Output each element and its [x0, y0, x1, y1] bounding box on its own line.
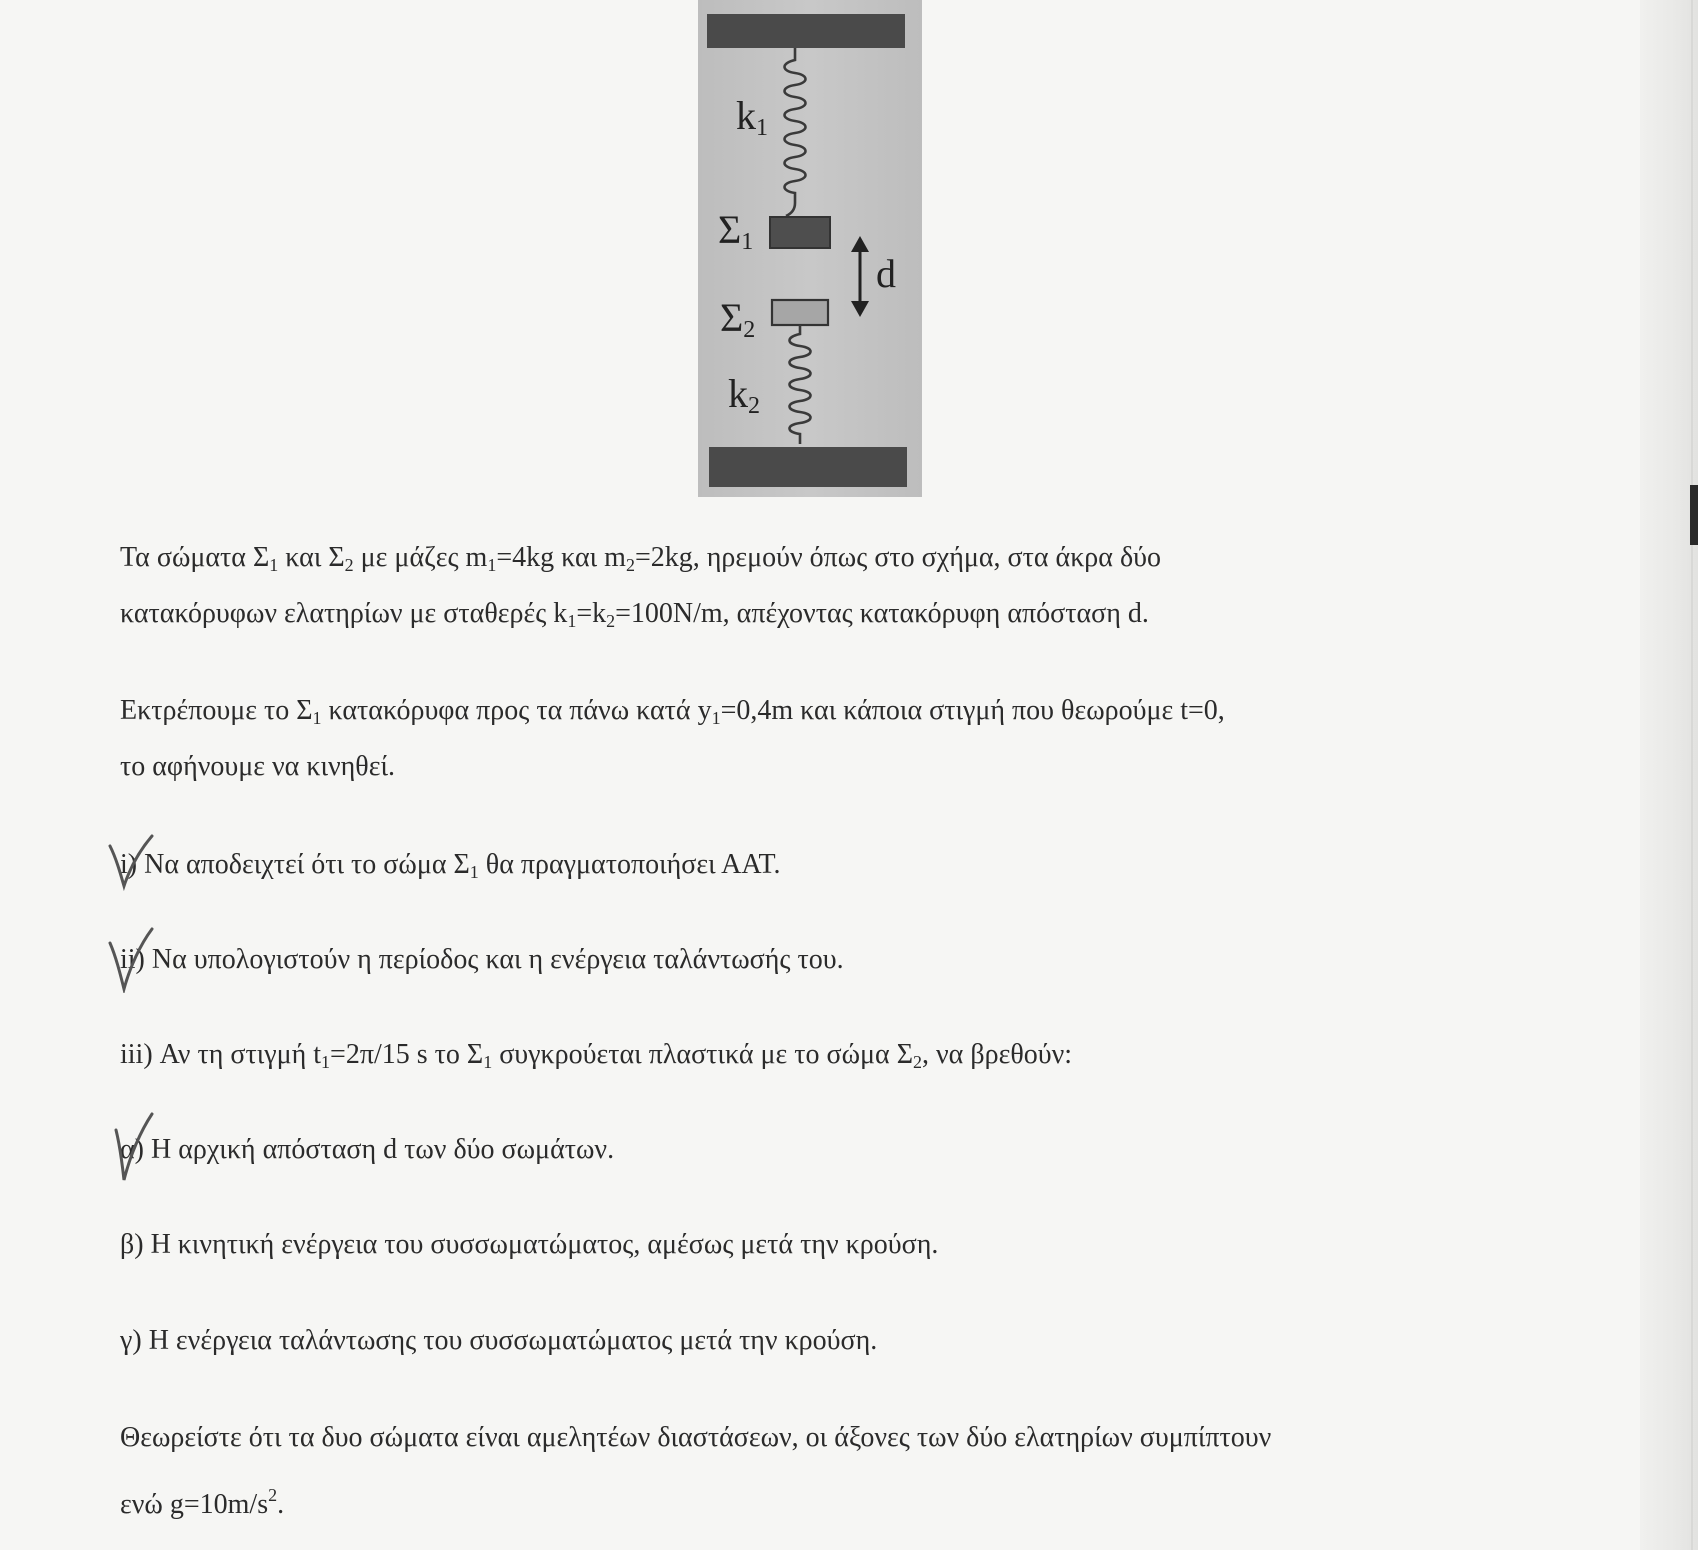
mass-sigma2: [772, 300, 828, 325]
label-k2: $k_2$: [728, 371, 760, 419]
paragraph-1-line-2: κατακόρυφων ελατηρίων με σταθερές $k_1=k_2=100N/m$, απέχοντας κατακόρυφη απόσταση d.: [120, 598, 1149, 631]
ceiling-bar: [707, 14, 905, 48]
question-i: i) Να αποδειχτεί ότι το σώμα $\Sigma_1$ θα πραγματοποιήσει ΑΑΤ.: [120, 849, 781, 882]
label-sigma2: $\Sigma_2$: [720, 295, 756, 343]
arrow-down-head: [851, 301, 869, 317]
question-ii: ii) Να υπολογιστούν η περίοδος και η ενέργεια ταλάντωσής του.: [120, 944, 844, 975]
check-mark-icon: [106, 925, 156, 993]
paragraph-2-line-1: Εκτρέπουμε το $\Sigma_1$ κατακόρυφα προς τα πάνω κατά $y_1=0,4m$ και κάποια στιγμή που θεωρούμε t=0,: [120, 695, 1225, 728]
arrow-up-head: [851, 236, 869, 252]
paragraph-1-line-1: Τα σώματα $\Sigma_1$ και $\Sigma_2$ με μάζες $m_1=4kg$ και $m_2=2kg$, ηρεμούν όπως στο σχήμα, στα άκρα δύο: [120, 542, 1162, 575]
question-a: α) Η αρχική απόσταση d των δύο σωμάτων.: [120, 1134, 615, 1165]
page-edge-shadow: [1640, 0, 1698, 1550]
paragraph-3-line-1: Θεωρείστε ότι τα δυο σώματα είναι αμελητέων διαστάσεων, οι άξονες των δύο ελατηρίων συμπίπτουν: [120, 1422, 1272, 1453]
question-c: γ) Η ενέργεια ταλάντωσης του συσσωματώματος μετά την κρούση.: [120, 1325, 878, 1356]
spring-mass-figure: [698, 0, 922, 497]
spring-k2: [790, 325, 811, 444]
label-sigma1: $\Sigma_1$: [718, 207, 754, 255]
label-d: d: [876, 251, 896, 296]
question-b: β) Η κινητική ενέργεια του συσσωματώματος, αμέσως μετά την κρούση.: [120, 1229, 939, 1260]
question-iii: iii) Αν τη στιγμή $t_1=2\pi/15$ s το $\Sigma_1$ συγκρούεται πλαστικά με το σώμα $\Sigma_2$, να βρεθούν:: [120, 1039, 1073, 1072]
paragraph-3-line-2: ενώ $g=10m/s^2$.: [120, 1485, 285, 1520]
label-k1: $k_1$: [736, 93, 768, 141]
spring-k1: [785, 48, 806, 216]
page-edge-line: [1691, 0, 1693, 1550]
paragraph-2-line-2: το αφήνουμε να κινηθεί.: [120, 751, 395, 782]
mass-sigma1: [770, 217, 830, 248]
floor-bar: [709, 447, 907, 487]
check-mark-icon: [110, 1110, 156, 1184]
binding-mark: [1690, 485, 1698, 545]
check-mark-icon: [106, 832, 156, 892]
